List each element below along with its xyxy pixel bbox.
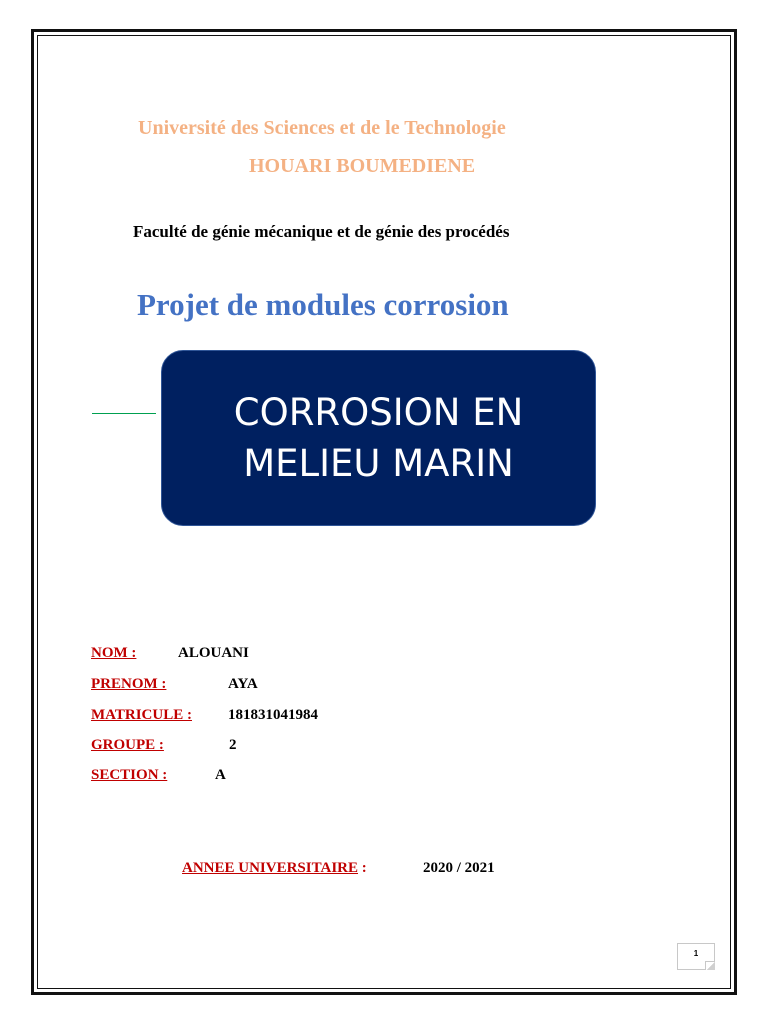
university-name: Université des Sciences et de le Technologie	[138, 117, 506, 139]
page-number: 1	[693, 949, 699, 958]
university-subtitle: HOUARI BOUMEDIENE	[249, 155, 476, 177]
page-fold-icon	[705, 961, 715, 970]
groupe-value: 2	[229, 737, 237, 753]
nom-label: NOM :	[91, 645, 137, 661]
document-title-box	[161, 350, 596, 526]
matricule-label: MATRICULE :	[91, 707, 192, 723]
title-line-1: CORROSION EN	[233, 391, 524, 434]
matricule-value: 181831041984	[228, 707, 318, 723]
academic-year-label: ANNEE UNIVERSITAIRE	[182, 860, 359, 876]
section-label: SECTION :	[91, 767, 168, 783]
academic-year-value: 2020 / 2021	[423, 860, 495, 876]
project-title: Projet de modules corrosion	[137, 287, 509, 322]
section-value: A	[215, 767, 226, 783]
decorative-line	[92, 413, 156, 414]
academic-year-label-row	[182, 860, 367, 877]
academic-year-colon: :	[358, 860, 367, 876]
prenom-value: AYA	[228, 676, 258, 692]
faculty-name: Faculté de génie mécanique et de génie des procédés	[133, 222, 510, 241]
title-line-2: MELIEU MARIN	[243, 442, 514, 485]
page-number-badge	[677, 943, 715, 970]
groupe-label: GROUPE :	[91, 737, 164, 753]
prenom-label: PRENOM :	[91, 676, 167, 692]
nom-value: ALOUANI	[178, 645, 249, 661]
